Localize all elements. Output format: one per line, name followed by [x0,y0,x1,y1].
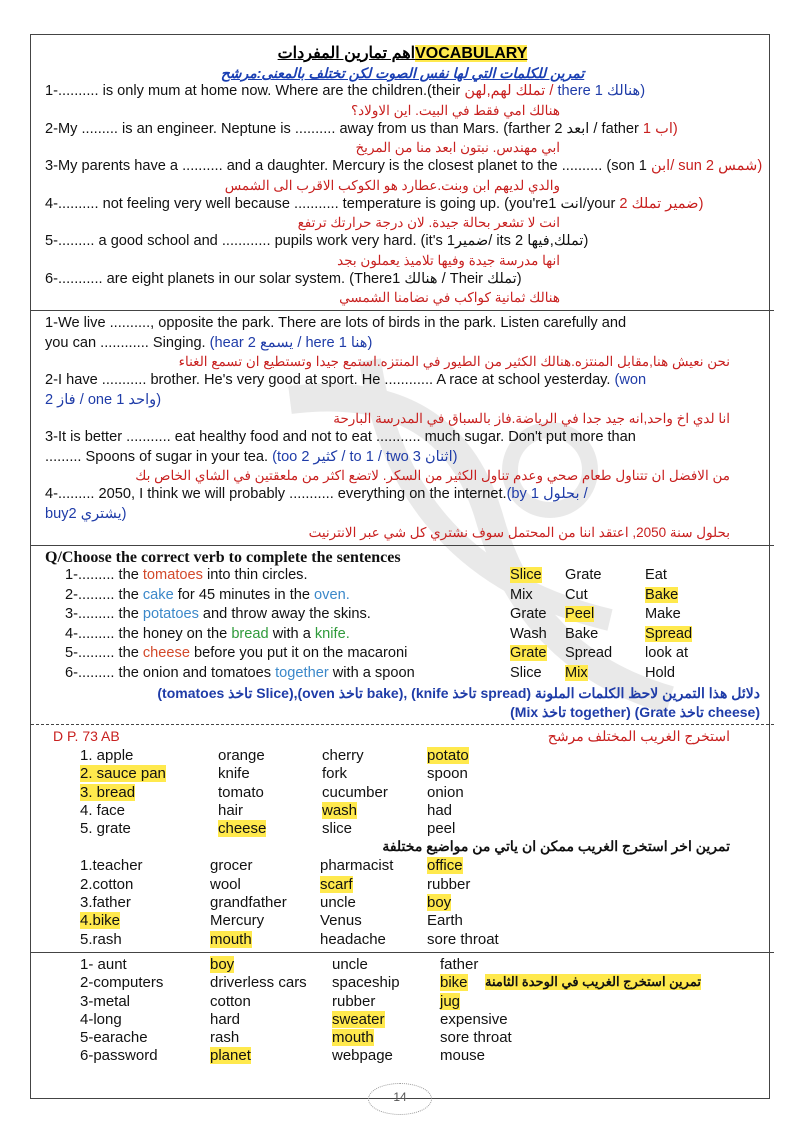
keyword: together [275,664,329,681]
word-cell: 2. sauce pan [80,765,166,783]
word-row [45,956,760,974]
word-row [45,820,760,838]
word-cell: sweater [332,1010,385,1028]
verb-sentence [65,606,371,622]
keyword: bread [231,625,269,642]
word-cell: Venus [320,912,362,930]
verbs-note-1: دلائل هذا التمرين لاحظ الكلمات الملونة (spread تاخذ knife) ,(bake تاخذ oven),(Slice تاخذ tomatoes) [157,685,760,701]
homophone-text: 3-My parents have a .......... and a daughter. Mercury is the closest planet to the .......... (son 1 [45,158,647,174]
keyword: potatoes [142,606,199,622]
homophone-option: (won [610,372,647,388]
homophone-text: 5-......... a good school and ............ pupils work very hard. (it's 1ضمير/ its 2 تملك,فيها) [45,233,589,249]
arabic-translation: هنالك امي فقط في البيت. اين الاولاد؟ [351,102,560,118]
sentence-part: into thin circles. [202,567,308,583]
keyword: cake [142,586,174,603]
word-cell: Mercury [210,912,265,930]
divider [31,545,774,546]
odd-one-out-1 [45,747,760,838]
arabic-translation: والدي لديهم ابن وبنت.عطارد هو الكوكب الاقرب الى الشمس [224,177,560,193]
keyword: cheese [142,645,190,661]
sentence-part: 4-......... the honey on the [65,625,232,642]
section-ar-title-3: تمرين استخرج الغريب في الوحدة الثامنة [485,974,701,990]
homophone-line [45,270,760,290]
word-row [45,857,760,875]
keyword: oven. [314,586,350,603]
divider [31,724,774,725]
word-cell: 4.bike [80,912,121,930]
word-cell: 6-password [80,1047,158,1065]
word-cell: knife [218,765,250,783]
title-arabic: اهم تمارين المفردات [277,45,416,62]
homophone-line [45,428,760,448]
verb-choice: Grate [565,567,602,583]
title-english: VOCABULARY [415,45,528,62]
verb-row [45,626,760,646]
page-title [45,43,760,63]
sentence-part: before you put it on the macaroni [189,645,408,661]
word-cell: spaceship [332,974,400,992]
verb-choice: Cut [565,586,588,603]
homophones-exercise-2 [45,314,760,542]
homophone-line [45,232,760,252]
verb-choice: Spread [645,625,693,642]
word-cell: planet [210,1047,251,1065]
word-cell: cucumber [322,783,388,801]
homophone-text: ......... Spoons of sugar in your tea. [45,448,269,465]
homophone-line [45,448,760,468]
odd-one-out-3 [45,956,760,1066]
verb-choice: Wash [510,625,547,642]
homophone-line [45,195,760,215]
word-row [45,747,760,765]
section-ar-title-2: تمرين اخر استخرج الغريب ممكن ان ياتي من مواضيع مختلفة [382,838,730,855]
word-cell: 5.rash [80,930,122,948]
word-cell: hair [218,801,244,819]
word-cell: 2.cotton [80,875,134,893]
homophone-text: 1-.......... is only mum at home now. Where are the children.(their [45,83,461,99]
homophone-line [45,120,760,140]
verb-row [45,665,760,685]
verb-choice: Grate [510,645,547,661]
verb-sentence [65,626,350,642]
homophone-option: (by 1 بحلول / [506,486,588,502]
divider [31,310,774,311]
verb-choice: Spread [565,645,613,661]
odd-one-out-2 [45,857,760,948]
verb-sentence [65,567,308,583]
section-ar-title: استخرج الغريب المختلف مرشح [547,728,730,744]
verb-choice: Bake [565,625,599,642]
word-row [45,784,760,802]
arabic-translation: من الافضل ان تتناول طعام صحي وعدم تناول الكثير من السكر. لاتضع اكثر من ملعقتين في الشاي الخاص بك [135,468,730,483]
homophone-option: 2 فاز / one 1 واحد) [45,391,162,408]
sentence-part: 1-......... the [65,567,143,583]
word-cell: expensive [440,1010,508,1028]
word-cell: mouth [332,1029,374,1047]
word-cell: 4-long [80,1010,122,1028]
word-cell: grandfather [210,894,287,912]
word-cell: tomato [218,783,264,801]
verb-choice: Mix [510,586,533,603]
verb-choice: Grate [510,606,547,622]
word-row [45,876,760,894]
section-ref: D P. 73 AB [53,728,120,744]
verb-choice: Eat [645,567,667,583]
sentence-part: with a [268,625,315,642]
arabic-translation: نحن نعيش هنا,مقابل المنتزه.هنالك الكثير من الطيور في المنتزه.استمع جيدا وتستطيع ان تسمع الغناء [178,354,730,369]
page-content [45,35,763,1066]
homophone-line [45,391,760,411]
sentence-part: 2-......... the [65,586,143,603]
word-cell: mouth [210,930,252,948]
homophone-line [45,371,760,391]
word-cell: mouse [440,1047,486,1065]
word-row [45,765,760,783]
homophone-text: 6-........... are eight planets in our solar system. (There1 هنالك / Their تملك) [45,270,522,287]
page-number: 14 [393,1090,407,1104]
verb-row [45,606,760,626]
homophone-option: buy2 يشتري) [45,505,127,522]
verbs-question-title: Q/Choose the correct verb to complete the sentences [45,549,401,566]
keyword: tomatoes [142,567,203,583]
arabic-translation: بحلول سنة 2050, اعتقد اننا من المحتمل سوف نشتري كل شي عبر الانترنيت [308,525,730,540]
verb-sentence [65,645,407,661]
verb-row [45,567,760,587]
odd-one-out-header [45,728,760,747]
word-row [45,974,760,992]
word-cell: rubber [332,992,376,1010]
word-cell: had [427,801,453,819]
word-cell: sore throat [440,1029,512,1047]
homophone-line [45,505,760,525]
homophone-option: (too 2 كثير / to 1 / two 3 اثنان) [268,448,458,465]
odd-two-header [45,838,760,857]
word-cell: slice [322,820,353,838]
homophone-option: تملك لهم,لهن / [460,83,558,99]
homophone-text: 2-My ......... is an engineer. Neptune is .......... away from us than Mars. (farther 2 ابعد / father [45,120,639,137]
word-cell: onion [427,783,464,801]
word-cell: sore throat [427,930,499,948]
verb-choice: Mix [565,664,588,681]
verb-choice: Bake [645,586,679,603]
word-cell: bike [440,974,468,992]
verb-sentence [65,587,350,603]
homophone-option: 1 اب) [638,120,678,137]
word-cell: jug [440,992,461,1010]
word-cell: father [440,955,479,973]
verb-choice: Slice [510,567,542,583]
word-cell: boy [210,955,235,973]
sentence-part: 3-......... the [65,606,143,622]
word-cell: potato [427,747,469,764]
arabic-translation: انت لا تشعر بحالة جيدة. لان درجة حرارتك ترتفع [297,215,560,230]
homophone-line [45,82,760,102]
homophone-text: 4-.......... not feeling very well because ........... temperature is going up. (you're1 انت/your [45,195,616,212]
sentence-part: 5-......... the [65,645,143,661]
homophone-text: 3-It is better ........... eat healthy food and not to eat ........... much sugar. Don't put more than [45,429,636,445]
homophone-option: ابن/ sun 2 شمس) [646,158,763,174]
homophone-text: 4-......... 2050, I think we will probably ........... everything on the internet. [45,486,507,502]
word-cell: uncle [320,894,356,912]
verb-choice: Slice [510,664,542,681]
word-cell: wool [210,875,241,893]
homophone-option: 2 ضمير تملك) [615,195,704,212]
homophone-line [45,334,760,354]
homophone-line [45,314,760,334]
arabic-translation: انا لدي اخ واحد,انه جيد جدا في الرياضة.فاز بالسباق في المدرسة البارحة [333,411,730,426]
word-cell: peel [427,820,456,838]
word-cell: orange [218,747,265,764]
word-cell: 2-computers [80,974,164,992]
word-cell: office [427,857,463,875]
word-cell: 1.teacher [80,857,143,875]
word-row [45,931,760,949]
word-cell: driverless cars [210,974,307,992]
arabic-translation: هنالك ثمانية كواكب في نضامنا الشمسي [339,290,560,305]
word-cell: webpage [332,1047,393,1065]
sentence-part: with a spoon [328,664,415,681]
word-cell: 3. bread [80,783,136,801]
homophone-option: there 1 هنالك) [557,83,646,99]
word-cell: headache [320,930,386,948]
word-cell: cheese [218,820,267,838]
verb-choice: Peel [565,606,595,622]
word-cell: 3-metal [80,992,131,1010]
word-cell: cotton [210,992,251,1010]
sentence-part: for 45 minutes in the [173,586,315,603]
word-row [45,912,760,930]
word-cell: boy [427,894,452,912]
verbs-exercise [45,567,760,684]
word-cell: Earth [427,912,463,930]
word-cell: rubber [427,875,471,893]
verb-sentence [65,665,415,681]
homophone-line [45,157,763,177]
word-cell: spoon [427,765,468,783]
sentence-part: and throw away the skins. [198,606,371,622]
homophone-option: (hear 2 يسمع / here 1 هنا) [205,334,373,351]
homophone-line [45,485,760,505]
verb-choice: Make [645,606,681,622]
subtitle: تمرين للكلمات التي لها نفس الصوت لكن تختلف بالمعنى:مرشح [220,65,585,81]
word-row [45,1047,760,1065]
verbs-note-2: (Mix تاخذ together) (Grate تاخذ cheese) [510,703,760,720]
word-cell: fork [322,765,348,783]
word-cell: pharmacist [320,857,394,875]
verb-choice: look at [645,645,688,661]
word-cell: 1. apple [80,747,134,764]
word-cell: 1- aunt [80,955,127,973]
word-row [45,802,760,820]
word-cell: 5. grate [80,820,131,838]
word-cell: wash [322,801,358,819]
homophone-text: you can ............ Singing. [45,334,206,351]
word-row [45,1029,760,1047]
word-row [45,894,760,912]
word-cell: 3.father [80,894,131,912]
word-cell: cherry [322,747,364,764]
keyword: knife. [314,625,350,642]
word-cell: uncle [332,955,368,973]
word-cell: rash [210,1029,240,1047]
word-cell: scarf [320,875,353,893]
verb-row [45,645,760,665]
arabic-translation: انها مدرسة جيدة وفيها تلاميذ يعملون بجد [337,252,560,268]
homophone-text: 1-We live .........., opposite the park. There are lots of birds in the park. Listen carefully and [45,315,627,331]
word-cell: grocer [210,857,253,875]
divider [31,952,774,953]
word-cell: 5-earache [80,1029,148,1047]
sentence-part: 6-......... the onion and tomatoes [65,664,276,681]
word-cell: 4. face [80,801,126,819]
word-row [45,1011,760,1029]
homophone-text: 2-I have ........... brother. He's very good at sport. He ............ A race at school yesterday. [45,372,611,388]
verb-row [45,587,760,607]
word-cell: hard [210,1010,241,1028]
word-row [45,993,760,1011]
homophones-exercise [45,82,763,307]
page-frame [30,34,770,1099]
verb-choice: Hold [645,664,676,681]
arabic-translation: ابي مهندس. نبتون ابعد منا من المريخ [355,140,560,155]
